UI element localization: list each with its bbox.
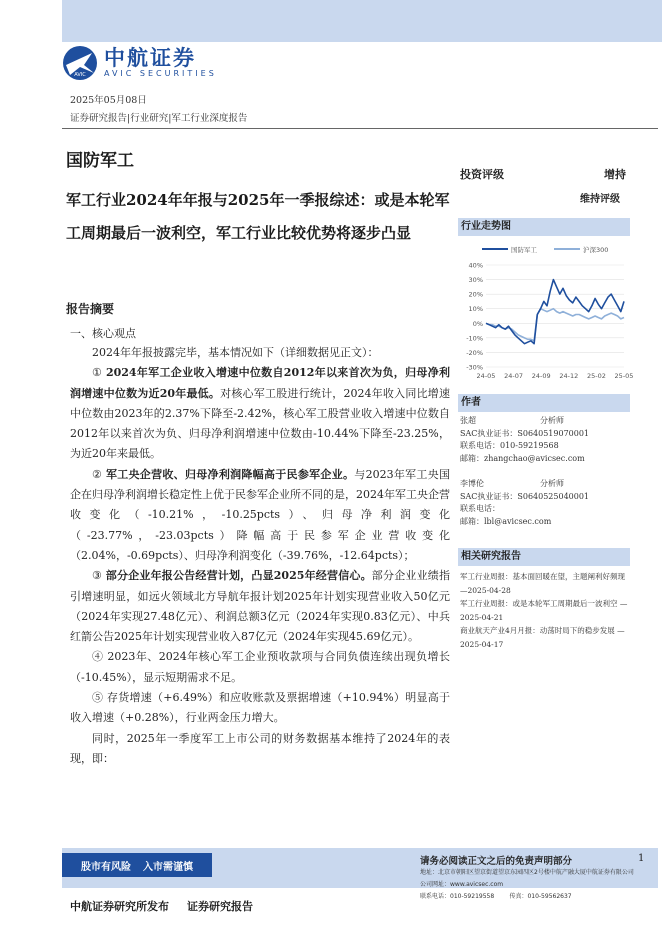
report-body (70, 343, 450, 769)
section-heading: 报告摘要 (66, 302, 115, 316)
report-title: 军工行业2024年年报与2025年一季报综述：或是本轮军工周期最后一波利空，军工行业比较优势将逐步凸显 (66, 191, 450, 242)
fax: 传真：010-59562637 (509, 893, 572, 900)
author-cert: SAC执业证书：S0640525040001 (460, 491, 590, 501)
logo-badge-text: AVIC (74, 72, 86, 78)
paragraph: ⑤ 存货增速（+6.49%）和应收账款及票据增速（+10.94%）明显高于收入增速（+0.28%），行业两金压力增大。 (70, 691, 450, 725)
paragraph: ④ 2023年、2024年核心军工企业预收款项与合同负债连续出现负增长（-10.45%），显示短期需求不足。 (70, 650, 450, 684)
risk-warning (62, 853, 212, 877)
author-email[interactable]: 邮箱：zhangchao@avicsec.com (460, 453, 585, 463)
author-email[interactable]: 邮箱：lbl@avicsec.com (460, 516, 552, 526)
legend-label: 沪深300 (583, 246, 609, 254)
logo-english: AVIC SECURITIES (104, 69, 217, 78)
author-name: 李博伦 (460, 479, 484, 488)
company-logo (62, 42, 217, 84)
x-tick-label: 24-07 (504, 372, 524, 380)
disclaimer: 请务必阅读正文之后的免责声明部分 (420, 856, 573, 867)
paragraph: 同时，2025年一季度军工上市公司的财务数据基本维持了2024年的表现，即： (70, 731, 450, 765)
author-phone: 联系电话： (460, 504, 500, 514)
sector-title: 国防军工 (66, 151, 134, 171)
y-tick-label: 10% (468, 305, 483, 314)
publisher-line (70, 898, 271, 914)
x-tick-label: 25-02 (586, 372, 606, 380)
phone: 联系电话：010-59219558 (420, 893, 495, 900)
trend-chart-svg (458, 240, 634, 385)
risk-text-1: 股市有风险 (81, 861, 131, 873)
related-list (460, 570, 632, 651)
report-date: 2025年05月08日 (70, 95, 147, 106)
y-tick-label: -30% (466, 363, 483, 372)
rating-value: 增持 (604, 168, 626, 181)
related-report-link[interactable]: 商业航天产业4月月报：动荡时局下的稳步发展 —2025-04-17 (460, 626, 625, 649)
author-heading: 作者 (458, 394, 630, 412)
y-tick-label: -20% (466, 348, 483, 357)
avic-logo-icon (62, 45, 98, 81)
rating-label: 投资评级 (460, 168, 504, 181)
series-line (486, 280, 624, 344)
author-cert: SAC执业证书：S0640519070001 (460, 428, 590, 438)
paragraph: ① 2024年军工企业收入增速中位数自2012年以来首次为负，归母净利润增速中位数为近20年最低。对核心军工股进行统计，2024年收入同比增速中位数由2023年的2.37%下降至-2.42%，核心军工股营业收入增速中位数自2012年以来首次为负、归母净利润增速中位数由-10.44%下降至-23.25%，为近20年来最低。 (70, 366, 451, 461)
y-tick-label: 20% (468, 290, 483, 299)
page-number: 1 (638, 853, 645, 864)
y-tick-label: 0% (472, 319, 483, 328)
author-2 (460, 478, 640, 528)
related-report-link[interactable]: 军工行业周报：或是本轮军工周期最后一波利空 —2025-04-21 (460, 599, 628, 622)
y-tick-label: 30% (468, 276, 483, 285)
x-tick-label: 25-05 (614, 372, 634, 380)
risk-text-2: 入市需谨慎 (143, 861, 193, 873)
trend-chart-heading: 行业走势图 (458, 218, 630, 236)
x-tick-label: 24-05 (476, 372, 496, 380)
trend-chart (458, 240, 634, 385)
x-tick-label: 24-09 (531, 372, 551, 380)
publisher: 中航证券研究所发布 (70, 900, 169, 913)
subsection-heading: 一、核心观点 (70, 327, 136, 340)
author-1 (460, 415, 640, 465)
breadcrumb: 证券研究报告|行业研究|军工行业深度报告 (70, 113, 248, 124)
author-role: 分析师 (540, 479, 564, 488)
y-tick-label: -10% (466, 334, 483, 343)
header-band (62, 0, 662, 42)
y-tick-label: 40% (468, 261, 483, 270)
related-report-link[interactable]: 军工行业周报：基本面回暖在望，主题阐利好频现 —2025-04-28 (460, 572, 625, 595)
address: 地址：北京市朝阳区望京街道望京东园四区2号楼中航产融大厦中航证券有限公司 (420, 869, 634, 876)
contact-row (420, 891, 650, 903)
paragraph: ② 军工央企营收、归母净利润降幅高于民参军企业。与2023年军工央国企在归母净利润增长稳定性上优于民参军企业所不同的是，2024年军工央企营收变化（-10.21%，-10.25pcts）、归母净利润变化（-23.77%，-23.03pcts）降幅高于民参军企业营收变化（2.04%，-0.69pcts）、归母净利润变化（-39.76%，-12.64pcts）； (70, 467, 451, 562)
paragraph: ③ 部分企业年报公告经营计划，凸显2025年经营信心。部分企业业绩指引增速明显，如远火领域北方导航年报计划2025年计划实现营业收入50亿元（2024年实现27.48亿元）、利润总额3亿元（2024年实现0.83亿元）、中兵红箭公告2025年计划实现营业收入87亿元（2024年实现45.69亿元）。 (70, 569, 450, 644)
related-heading: 相关研究报告 (458, 548, 630, 566)
author-phone: 联系电话：010-59219568 (460, 441, 559, 451)
report-type: 证券研究报告 (187, 900, 253, 913)
logo-chinese: 中航证券 (104, 46, 196, 70)
company-address-block (420, 867, 650, 903)
paragraph: 2024年年报披露完毕，基本情况如下（详细数据见正文）： (92, 346, 379, 359)
series-line (486, 309, 624, 341)
author-name: 张超 (460, 416, 476, 425)
rating-note: 维持评级 (580, 194, 620, 205)
header-divider (62, 128, 658, 129)
legend-label: 国防军工 (511, 246, 537, 254)
author-role: 分析师 (540, 416, 564, 425)
x-tick-label: 24-12 (559, 372, 579, 380)
website[interactable]: 公司网址：www.avicsec.com (420, 881, 504, 888)
